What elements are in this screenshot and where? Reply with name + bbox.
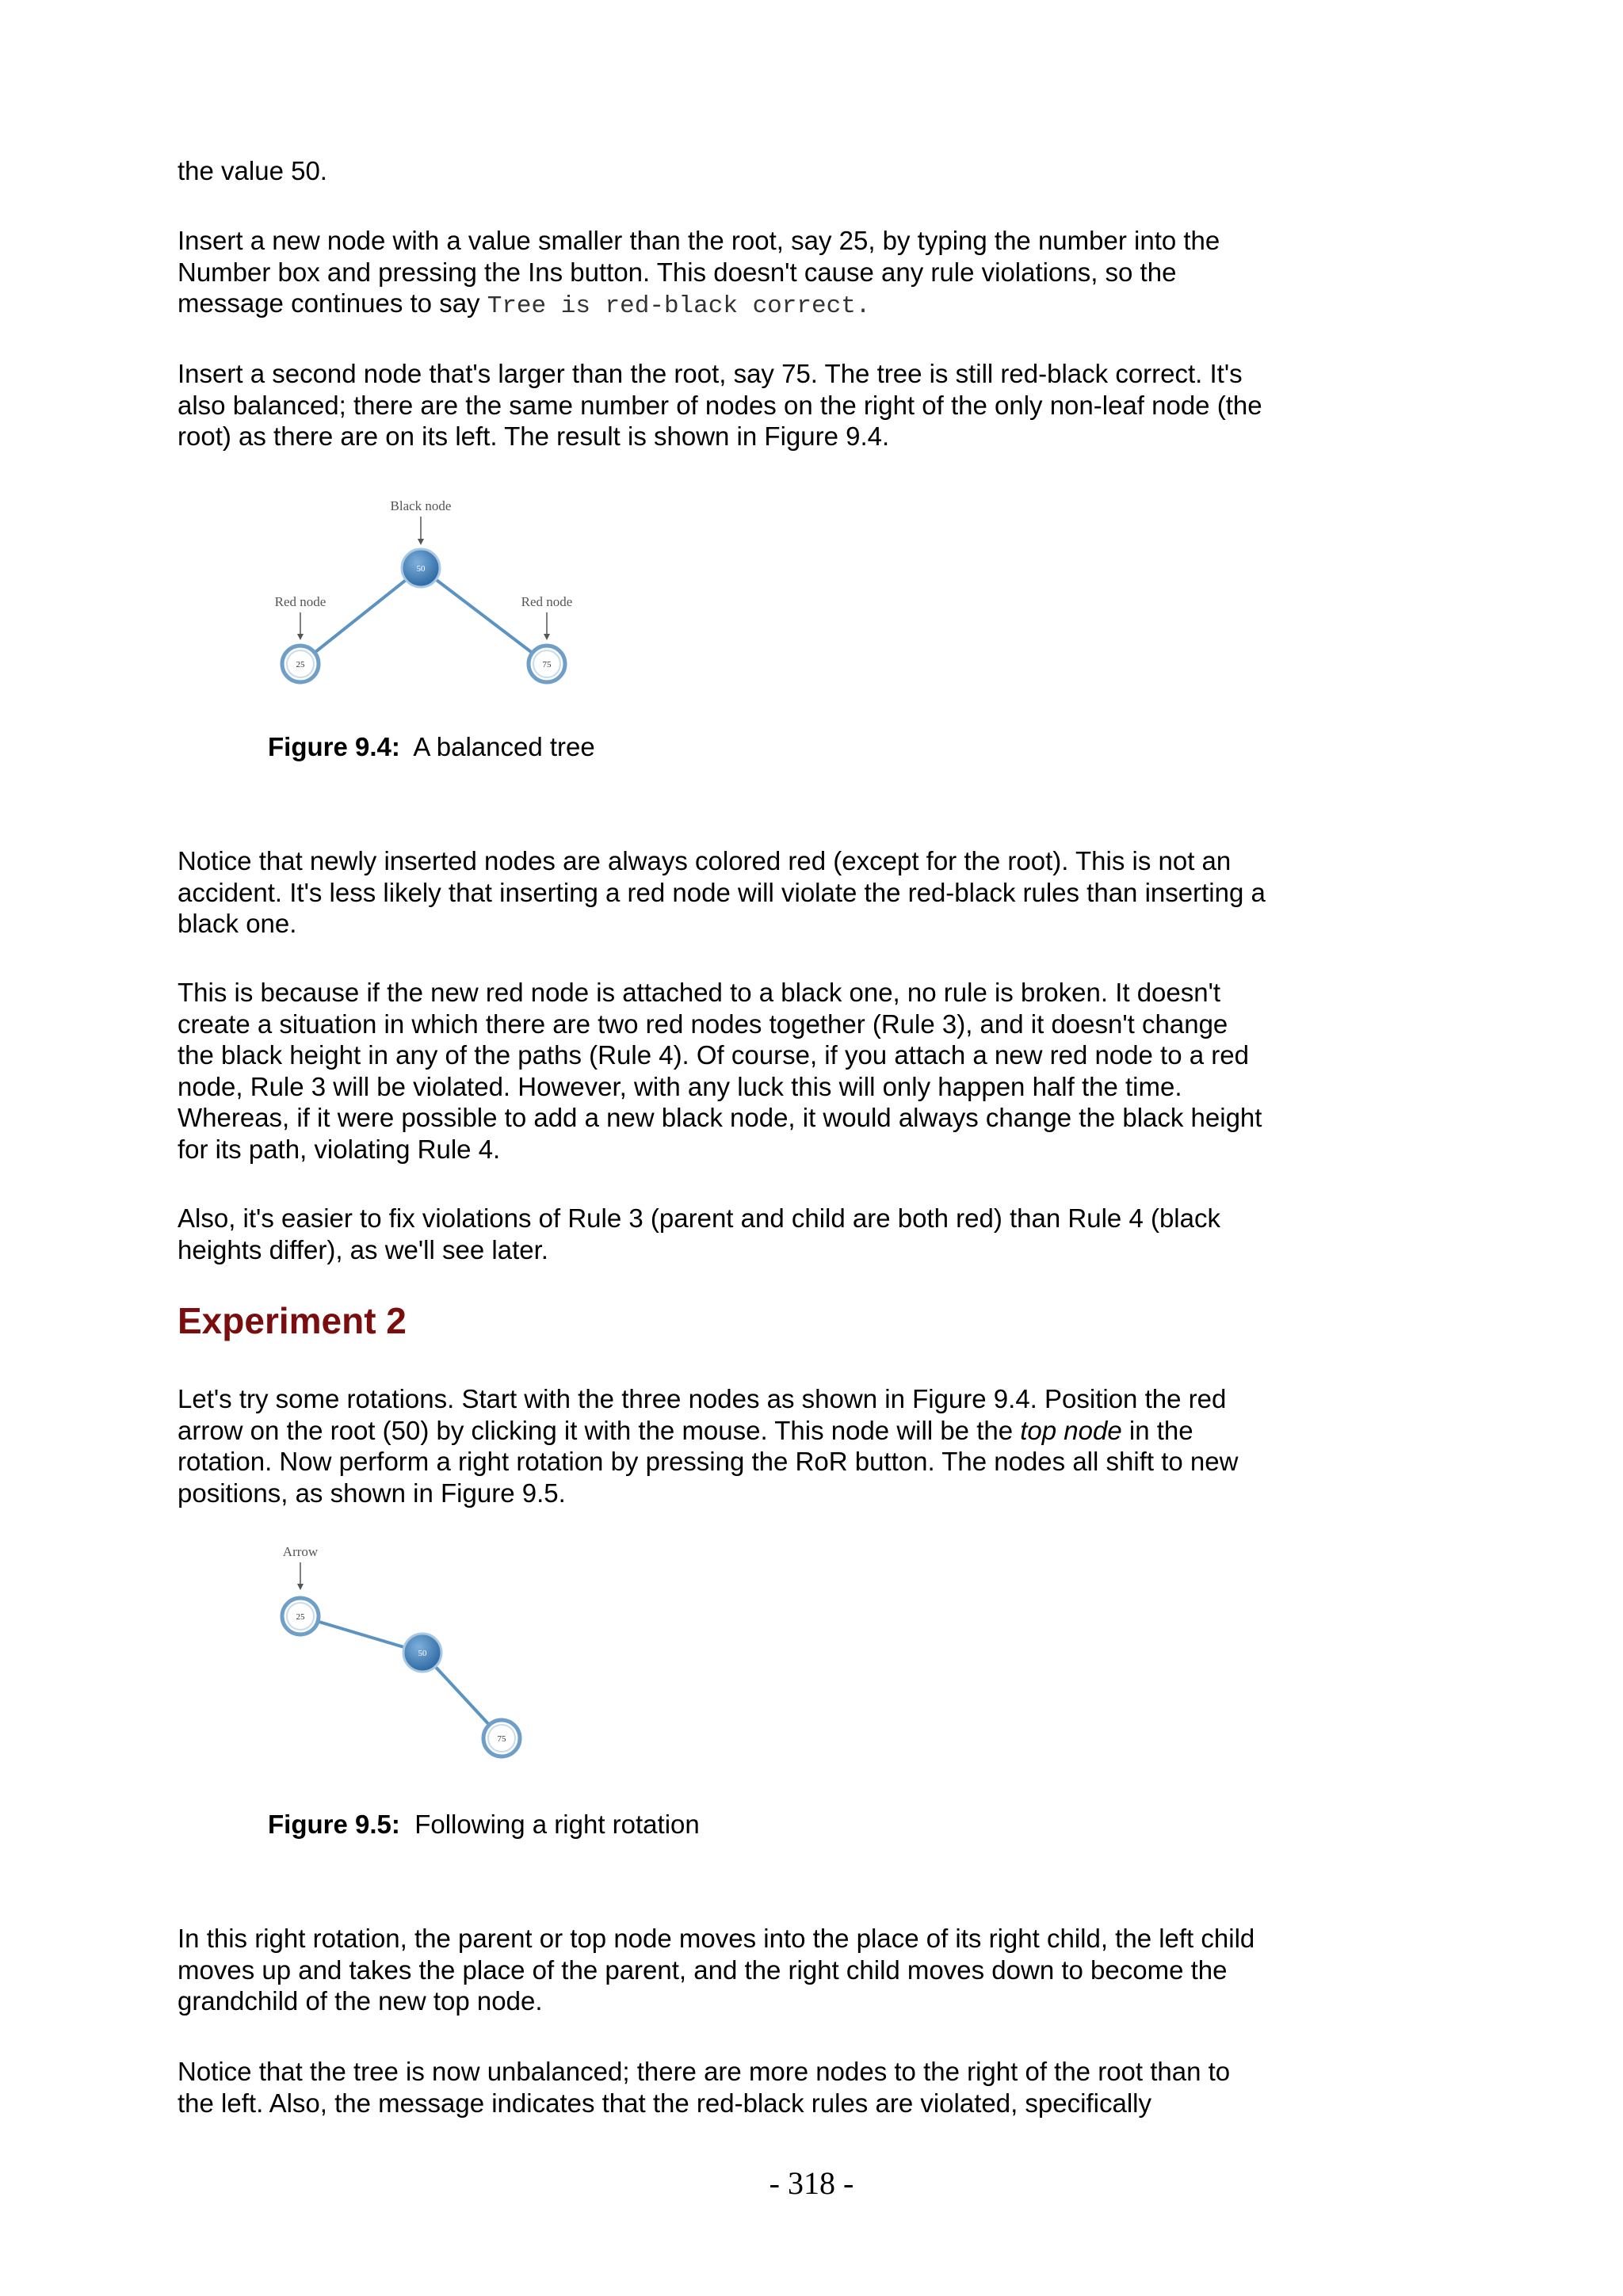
edge-root-left [300, 568, 421, 664]
figure-9-5-caption-label: Figure 9.5: [268, 1810, 400, 1839]
section-heading: Experiment 2 [178, 1300, 407, 1341]
paragraph-3: Notice that newly inserted nodes are always colored red (except for the root). This is not an accident. It's less likely that inserting a red node will violate the red-black rules than inserting a black one. [178, 846, 1266, 938]
paragraph-6-emphasis: top node [1020, 1415, 1122, 1445]
page-number: - 318 - [769, 2165, 854, 2201]
paragraph-6-text-b: in the rotation. Now perform a right rotation by pressing the RoR button. The nodes all shift to new positions, as shown in Figure 9.5. [178, 1415, 1239, 1508]
paragraph-6 [178, 1383, 1271, 1508]
node-top-red [282, 1598, 319, 1634]
node-bottom-red [483, 1720, 520, 1756]
arrow-to-root [418, 517, 424, 545]
status-message-code: Tree is red-black correct. [487, 292, 871, 320]
paragraph-5: Also, it's easier to fix violations of Rule 3 (parent and child are both red) than Rule 4 (black heights differ), as we'll see later. [178, 1203, 1220, 1264]
paragraph-0: the value 50. [178, 156, 327, 185]
node-mid-value: 50 [418, 1649, 427, 1658]
node-left-red [282, 646, 319, 682]
label-red-node-right: Red node [521, 594, 573, 609]
arrow-to-right-node [544, 612, 550, 640]
node-right-red [529, 646, 565, 682]
label-black-node: Black node [390, 498, 452, 513]
node-root-value: 50 [416, 564, 426, 574]
paragraph-1 [178, 225, 1271, 322]
node-top-value: 25 [296, 1612, 305, 1622]
label-arrow: Arrow [282, 1544, 319, 1559]
edge-root-right [421, 568, 547, 664]
figure-9-5-right-rotation [262, 1537, 547, 1775]
paragraph-7: In this right rotation, the parent or top node moves into the place of its right child, the left child moves up and takes the place of the parent, and the right child moves down to become the grandchild of the new top node. [178, 1924, 1255, 2016]
paragraph-2: Insert a second node that's larger than the root, say 75. The tree is still red-black correct. It's also balanced; there are the same number of nodes on the right of the only non-leaf node (the root) as there are on its left. The result is shown in Figure 9.4. [178, 359, 1262, 451]
node-root-black [402, 549, 440, 587]
figure-9-4-balanced-tree [262, 491, 594, 697]
label-red-node-left: Red node [274, 594, 327, 609]
paragraph-4: This is because if the new red node is attached to a black one, no rule is broken. It doesn't create a situation in which there are two red nodes together (Rule 3), and it doesn't change the black height in any of the paths (Rule 4). Of course, if you attach a new red node to a red node, Rule 3 will be violated. However, with any luck this will only happen half the time. Whereas, if it were possible to add a new black node, it would always change the black height for its path, violating Rule 4. [178, 978, 1262, 1164]
figure-9-4-caption-label: Figure 9.4: [268, 732, 400, 761]
paragraph-8: Notice that the tree is now unbalanced; there are more nodes to the right of the root than to the left. Also, the message indicates that the red-black rules are violated, specifically [178, 2057, 1231, 2118]
figure-9-5-caption-text: Following a right rotation [414, 1810, 700, 1839]
figure-9-5-caption [268, 1810, 700, 1840]
figure-9-4-caption [268, 732, 595, 762]
node-bottom-value: 75 [497, 1734, 506, 1744]
node-left-value: 25 [296, 660, 305, 669]
figure-9-4-caption-text: A balanced tree [413, 732, 595, 761]
node-mid-black [403, 1634, 441, 1672]
arrow-to-left-node [297, 612, 304, 640]
paragraph-6-text-a: Let's try some rotations. Start with the three nodes as shown in Figure 9.4. Position the red arrow on the root (50) by clicking it with the mouse. This node will be the [178, 1384, 1227, 1445]
arrow-to-top-node [297, 1562, 304, 1590]
node-right-value: 75 [542, 660, 552, 669]
paragraph-1-text: Insert a new node with a value smaller than the root, say 25, by typing the number into the Number box and pressing the Ins button. This doesn't cause any rule violations, so the message continues to say [178, 226, 1220, 318]
